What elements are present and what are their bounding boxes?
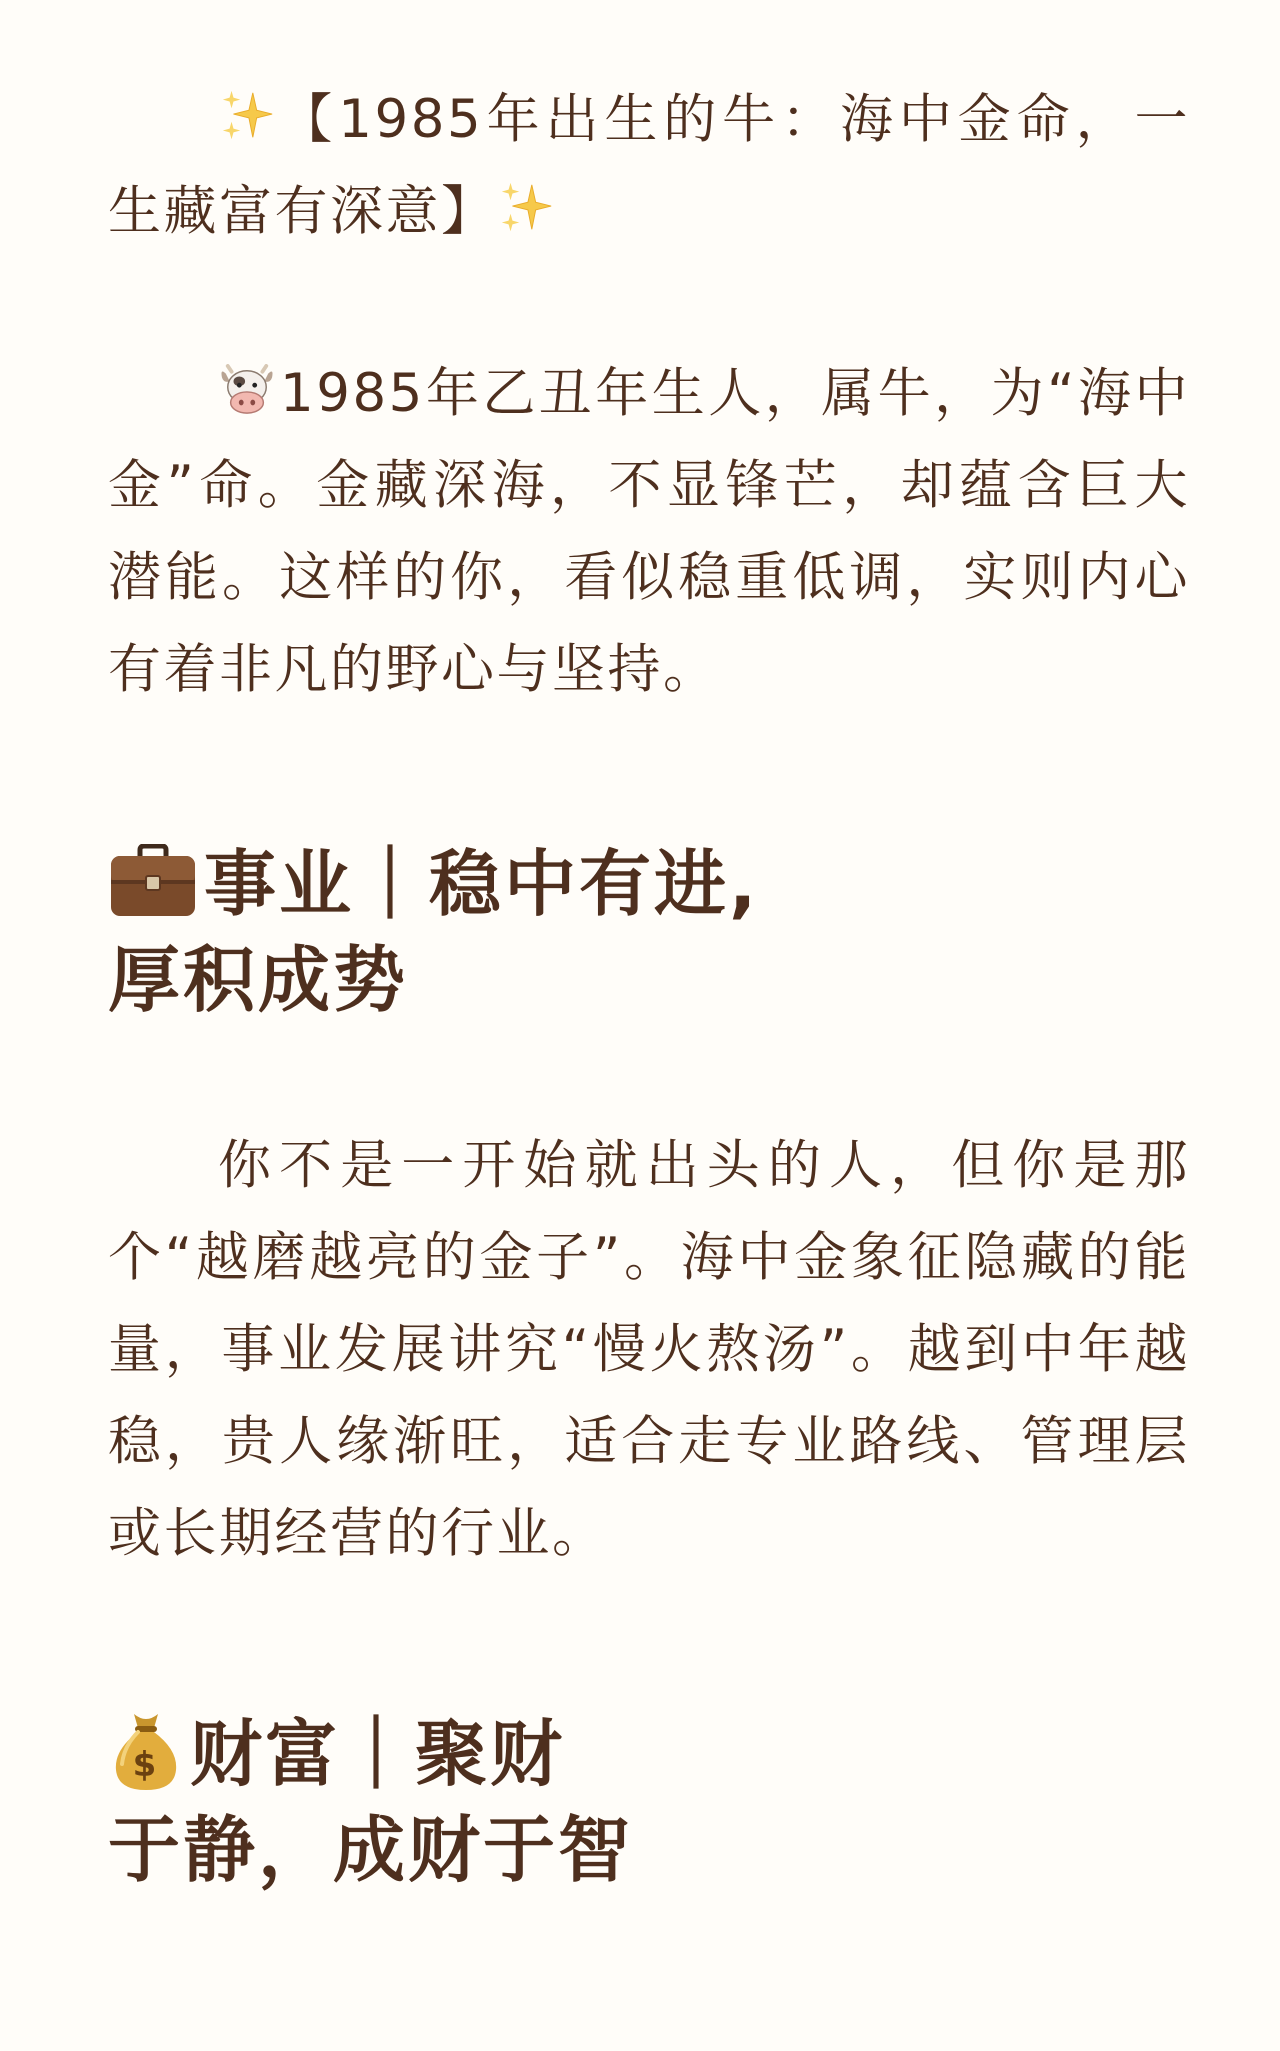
intro-paragraph [108,348,1190,716]
sparkles-emoji-icon [497,179,555,237]
career-heading [108,836,1008,1028]
intro-text: 1985年乙丑年生人，属牛，为“海中金”命。金藏深海，不显锋芒，却蕴含巨大潜能。这样的你，看似稳重低调，实则内心有着非凡的野心与坚持。 [108,363,1190,700]
career-heading-line2: 厚积成势 [108,938,409,1022]
sparkles-emoji-icon [218,87,276,145]
money-bag-icon [108,1710,184,1792]
wealth-heading-line1: 财富｜聚财 [190,1712,566,1796]
briefcase-icon [108,844,198,918]
title-paragraph [108,74,1190,258]
svg-text:$: $ [132,1745,160,1786]
career-heading-line1: 事业｜稳中有进, [204,842,760,926]
title-text: 【1985年出生的牛：海中金命，一生藏富有深意】 [108,89,1190,242]
wealth-heading-line2: 于静，成财于智 [108,1808,634,1892]
cow-face-icon [218,364,276,416]
career-paragraph: 你不是一开始就出头的人，但你是那个“越磨越亮的金子”。海中金象征隐藏的能量，事业发展讲究“慢火熬汤”。越到中年越稳，贵人缘渐旺，适合走专业路线、管理层或长期经营的行业。 [108,1135,1190,1564]
wealth-heading [108,1706,1008,1898]
